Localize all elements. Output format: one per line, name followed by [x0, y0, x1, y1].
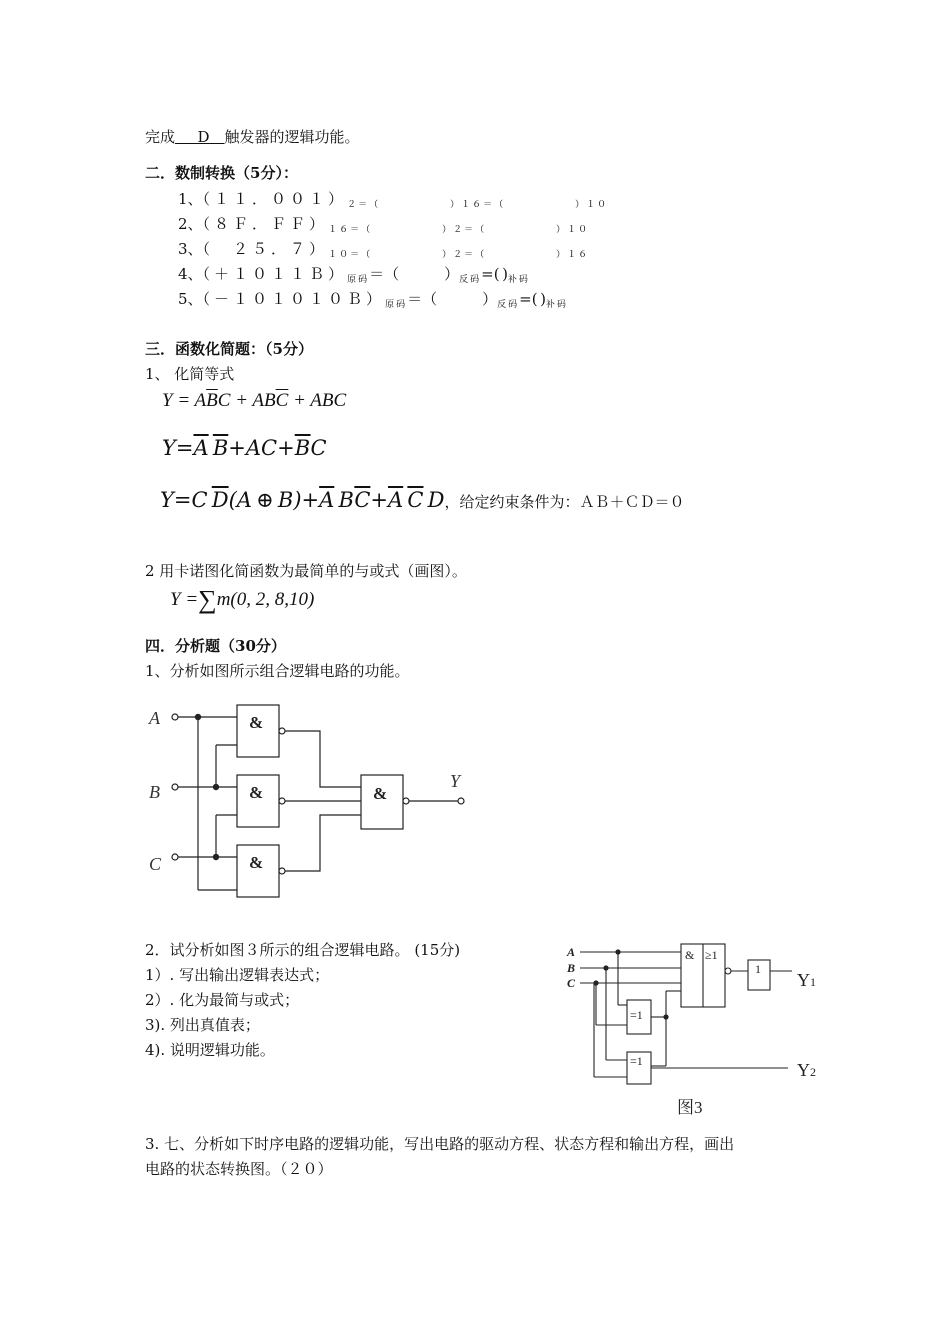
figure3-circuit-diagram	[560, 935, 830, 1120]
sec4-q2-step-1: 1）. 写出输出逻辑表达式；	[145, 966, 330, 984]
circuit1-input-c: C	[149, 854, 162, 874]
equation-1: $Y = A\overline{B}C + AB\overline{C}$ + ABC	[162, 390, 347, 411]
gate-label: &	[373, 784, 388, 803]
figure3-caption: 图3	[677, 1098, 703, 1117]
circuit1-input-b: B	[149, 782, 160, 802]
sec3-title: 三．函数化简题：（5分）	[145, 340, 313, 358]
conv-item-3: 3、（ ２５．$7)_{10=(}$ $_{)2=(}$ $_{)16}$	[178, 240, 590, 260]
sec4-q2-step-3: 3). 列出真值表；	[145, 1016, 260, 1034]
circuit2-input-b: B	[567, 961, 576, 975]
equation-2: $Y=\overline{A}$ $\overline{B}+AC+\overline{B}C$	[162, 436, 327, 460]
circuit2-output-y1: Y1	[797, 970, 816, 990]
sec4-q1: 1、分析如图所示组合逻辑电路的功能。	[145, 662, 410, 680]
gate-label: &	[249, 783, 264, 802]
circuit2-input-c: C	[567, 976, 576, 990]
constraint-text: ，给定约束条件为：ＡＢ＋ＣＤ＝０	[444, 493, 685, 511]
sec4-q3-line1: 3. 七、分析如下时序电路的逻辑功能，写出电路的驱动方程、状态方程和输出方程，画出	[145, 1135, 735, 1153]
intro-line: 完成 D 触发器的逻辑功能。	[145, 128, 360, 146]
conv-item-5: 5、$(-101010B)_{原码}=$（ ）$_{反码}=$( )$_{补码}$	[178, 290, 568, 310]
intro-answer: D	[197, 128, 210, 146]
and-label: &	[685, 948, 695, 962]
equation-kmap: Y =∑m(0, 2, 8,10)	[170, 585, 315, 614]
sec3-q1: 1、 化简等式	[145, 365, 235, 383]
sec3-q2: 2 用卡诺图化简函数为最简单的与或式（画图）。	[145, 562, 467, 580]
xor-label: =1	[630, 1054, 643, 1068]
sec2-title: 二．数制转换（5分）：	[145, 164, 298, 182]
conv-item-4: 4、$(+1011B)_{原码}=$（ ）$_{反码}=$( )$_{补码}$	[178, 265, 530, 285]
circuit1-output-y: Y	[450, 771, 461, 791]
gate-label: &	[249, 853, 264, 872]
circuit1-input-a: A	[149, 708, 160, 728]
sec4-q2-title: 2．试分析如图３所示的组合逻辑电路。 (15分)	[145, 941, 461, 959]
conv-item-2: 2、（８Ｆ．$FF)_{16=(}$ $_{)2=(}$ $_{)10}$	[178, 215, 590, 235]
equation-3: Y=C $\overline{D}(A$ ⊕ $B)+\overline{A}$ $B\overline{C}+\overline{A}$ $\overline{C}$ D，给定约束条件为：ＡＢ＋ＣＤ＝０	[160, 488, 685, 512]
circuit2-output-y2: Y2	[797, 1060, 816, 1080]
or-label: ≥1	[705, 948, 718, 962]
sec4-q2-step-4: 4). 说明逻辑功能。	[145, 1041, 275, 1059]
sec4-q3-line2: 电路的状态转换图。（２０）	[145, 1160, 333, 1178]
sum-symbol: ∑	[198, 585, 217, 614]
xor-label: =1	[630, 1008, 643, 1022]
conv-item-1: 1、（１１．$001)_{2=(}$ $_{)16=(}$ $_{)10}$	[178, 190, 609, 210]
not-label: 1	[755, 962, 761, 976]
sec4-title: 四．分析题（30分）	[145, 637, 286, 655]
circuit2-input-a: A	[567, 945, 576, 959]
gate-label: &	[249, 713, 264, 732]
nand-circuit-diagram	[140, 695, 480, 905]
sec4-q2-step-2: 2）. 化为最简与或式；	[145, 991, 300, 1009]
